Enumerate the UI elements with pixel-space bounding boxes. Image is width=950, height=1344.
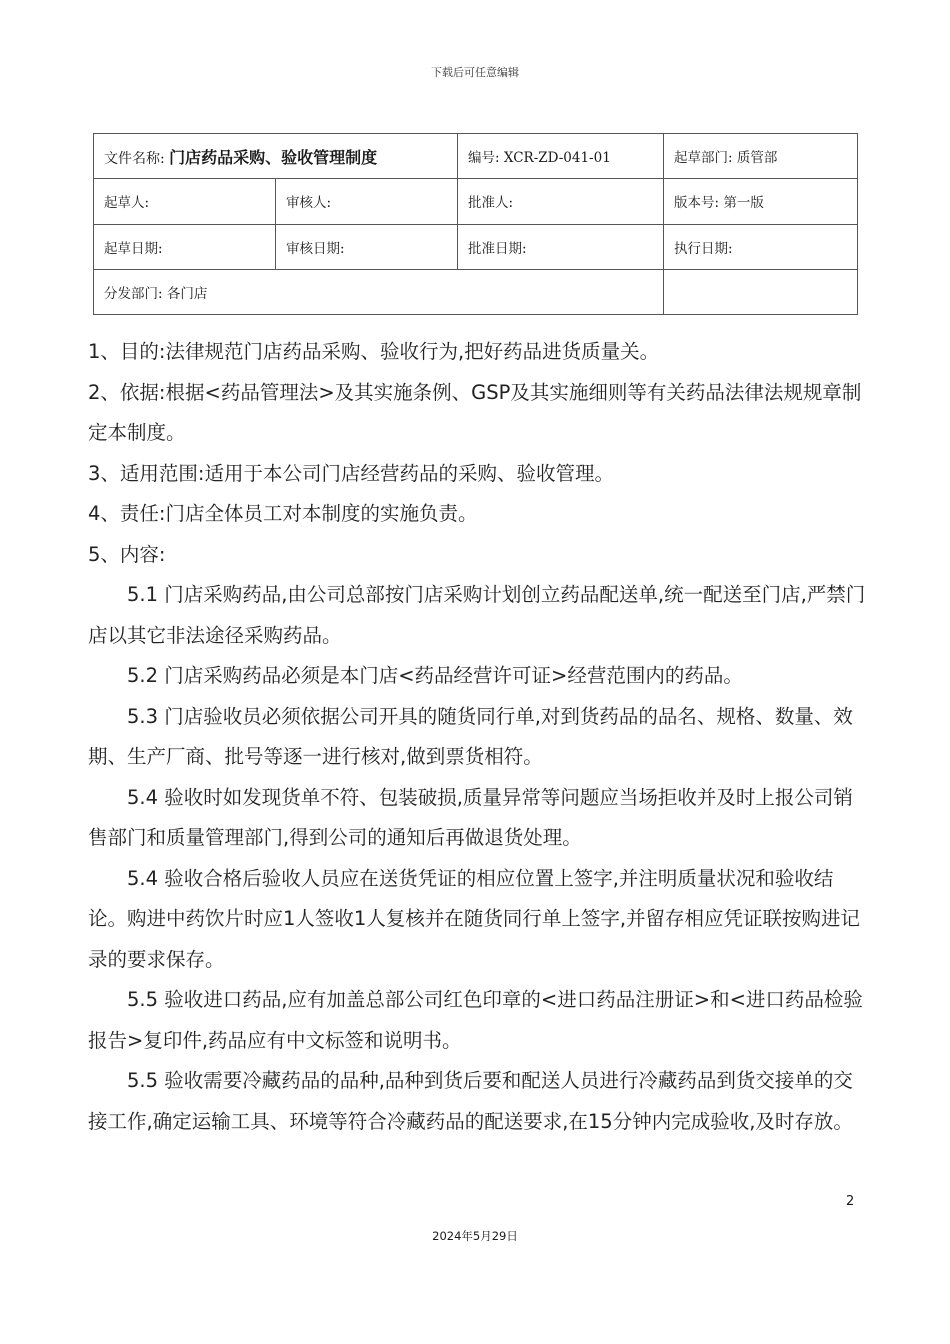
draft-date-cell: 起草日期: [94,224,276,269]
header-row-4 [94,269,858,314]
header-row-2 [94,179,858,224]
page-number: 2 [846,1194,855,1209]
para-purpose: 1、目的:法律规范门店药品采购、验收行为,把好药品进货质量关。 [88,340,660,363]
para-5-2: 5.2 门店采购药品必须是本门店<药品经营许可证>经营范围内的药品。 [127,664,743,687]
para-content-heading: 5、内容: [88,542,166,566]
document-body [88,332,868,1142]
para-5-3: 5.3 门店验收员必须依据公司开具的随货同行单,对到货药品的品名、规格、数量、效期、生产厂商、批号等逐一进行核对,做到票货相符。 [88,704,853,768]
document-header-table [93,133,858,315]
empty-cell [664,269,858,314]
reviewer-cell: 审核人: [276,179,458,224]
doc-code-cell: 编号: XCR-ZD-041-01 [458,134,664,179]
header-row-1 [94,134,858,179]
para-5-5-b: 5.5 验收需要冷藏药品的品种,品种到货后要和配送人员进行冷藏药品到货交接单的交接工作,确定运输工具、环境等符合冷藏药品的配送要求,在15分钟内完成验收,及时存放。 [88,1069,853,1133]
review-date-cell: 审核日期: [276,224,458,269]
dist-dept-cell: 分发部门: 各门店 [94,269,664,314]
header-row-3 [94,224,858,269]
exec-date-cell: 执行日期: [664,224,858,269]
para-scope: 3、适用范围:适用于本公司门店经营药品的采购、验收管理。 [88,461,614,485]
para-5-5-a: 5.5 验收进口药品,应有加盖总部公司红色印章的<进口药品注册证>和<进口药品检验报告>复印件,药品应有中文标签和说明书。 [88,988,863,1052]
version-cell: 版本号: 第一版 [664,179,858,224]
drafter-cell: 起草人: [94,179,276,224]
para-5-4-a: 5.4 验收时如发现货单不符、包装破损,质量异常等问题应当场拒收并及时上报公司销售部门和质量管理部门,得到公司的通知后再做退货处理。 [88,785,853,849]
footer-date: 2024年5月29日 [432,1229,518,1243]
approver-cell: 批准人: [458,179,664,224]
top-note: 下载后可任意编辑 [431,66,519,79]
doc-title: 门店药品采购、验收管理制度 [169,147,378,167]
para-responsibility: 4、责任:门店全体员工对本制度的实施负责。 [88,502,478,525]
doc-name-label: 文件名称: [104,150,170,167]
para-5-4-b: 5.4 验收合格后验收人员应在送货凭证的相应位置上签字,并注明质量状况和验收结论。购进中药饮片时应1人签收1人复核并在随货同行单上签字,并留存相应凭证联按购进记录的要求保存。 [88,866,861,971]
para-5-1: 5.1 门店采购药品,由公司总部按门店采购计划创立药品配送单,统一配送至门店,严禁门店以其它非法途径采购药品。 [88,583,866,647]
approve-date-cell: 批准日期: [458,224,664,269]
doc-name-cell [94,134,458,179]
para-basis: 2、依据:根据<药品管理法>及其实施条例、GSP及其实施细则等有关药品法律法规规章制定本制度。 [88,380,862,444]
draft-dept-cell: 起草部门: 质管部 [664,134,858,179]
